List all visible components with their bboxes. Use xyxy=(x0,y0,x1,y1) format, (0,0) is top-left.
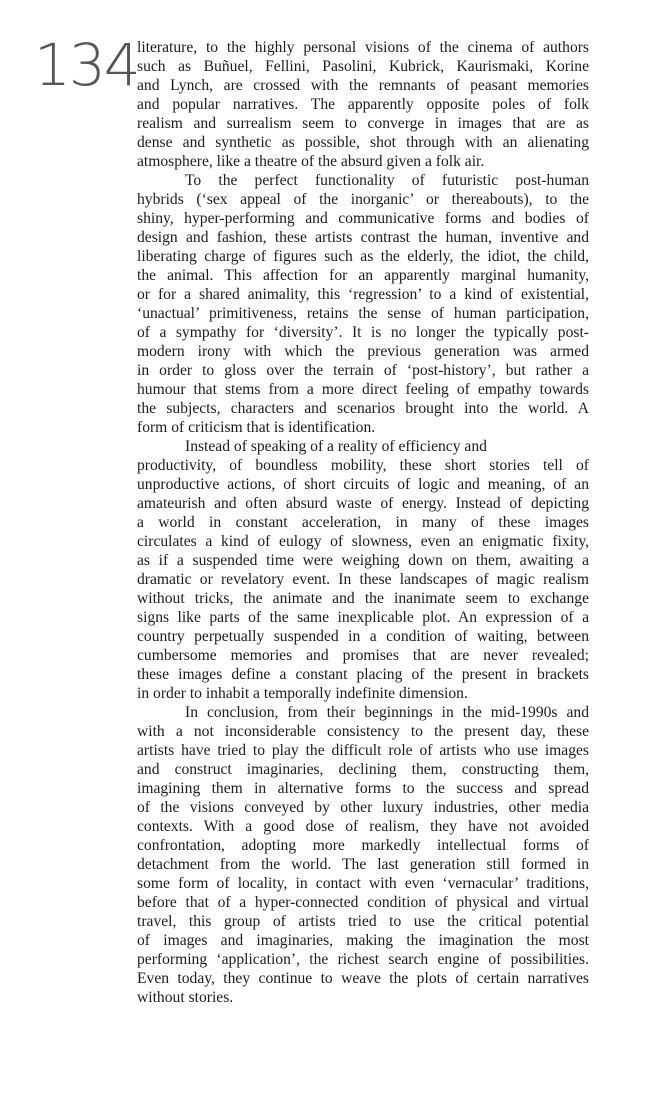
text-line: and Lynch, are crossed with the remnants of peasant memories xyxy=(137,77,589,94)
text-line: modern irony with which the previous generation was armed xyxy=(137,343,589,360)
text-line: circulates a kind of eulogy of slowness, even an enigmatic fixity, xyxy=(137,533,589,550)
text-line: hybrids (‘sex appeal of the inorganic’ or thereabouts), to the xyxy=(137,191,589,208)
text-line: without tricks, the animate and the inanimate seem to exchange xyxy=(137,590,589,607)
text-line: atmosphere, like a theatre of the absurd given a folk air. xyxy=(137,153,485,170)
text-line: detachment from the world. The last generation still formed in xyxy=(137,856,589,873)
text-line: realism and surrealism seem to converge in images that are as xyxy=(137,115,589,132)
text-line: country perpetually suspended in a condition of waiting, between xyxy=(137,628,589,645)
text-line: of the visions conveyed by other luxury industries, other media xyxy=(137,799,589,816)
text-line: of images and imaginaries, making the imagination the most xyxy=(137,932,589,949)
text-line: these images define a constant placing of the present in brackets xyxy=(137,666,589,683)
paragraph xyxy=(137,437,589,703)
text-line: or for a shared animality, this ‘regression’ to a kind of existential, xyxy=(137,286,589,303)
text-line: Instead of speaking of a reality of efficiency and xyxy=(185,438,487,455)
page-number: 134 xyxy=(34,31,139,99)
text-line: liberating charge of figures such as the elderly, the idiot, the child, xyxy=(137,248,589,265)
text-line: such as Buñuel, Fellini, Pasolini, Kubrick, Kaurismaki, Korine xyxy=(137,58,589,75)
text-line: and popular narratives. The apparently opposite poles of folk xyxy=(137,96,589,113)
text-line: the subjects, characters and scenarios brought into the world. A xyxy=(137,400,589,417)
paragraph xyxy=(137,703,589,1007)
paragraph xyxy=(137,38,589,171)
text-line: the animal. This affection for an apparently marginal humanity, xyxy=(137,267,589,284)
text-line: in order to gloss over the terrain of ‘post-history’, but rather a xyxy=(137,362,589,379)
text-line: cumbersome memories and promises that are never revealed; xyxy=(137,647,589,664)
text-line: as if a suspended time were weighing down on them, awaiting a xyxy=(137,552,589,569)
text-line: shiny, hyper-performing and communicative forms and bodies of xyxy=(137,210,589,227)
text-line: confrontation, adopting more markedly intellectual forms of xyxy=(137,837,589,854)
text-line: before that of a hyper-connected condition of physical and virtual xyxy=(137,894,589,911)
text-line: humour that stems from a more direct feeling of empathy towards xyxy=(137,381,589,398)
text-line: dramatic or revelatory event. In these landscapes of magic realism xyxy=(137,571,589,588)
text-line: amateurish and often absurd waste of energy. Instead of depicting xyxy=(137,495,589,512)
text-line: imagining them in alternative forms to the success and spread xyxy=(137,780,589,797)
text-line: Even today, they continue to weave the plots of certain narratives xyxy=(137,970,589,987)
text-line: of a sympathy for ‘diversity’. It is no longer the typically post- xyxy=(137,324,589,341)
text-line: some form of locality, in contact with even ‘vernacular’ traditions, xyxy=(137,875,589,892)
text-line: a world in constant acceleration, in many of these images xyxy=(137,514,589,531)
text-line: travel, this group of artists tried to use the critical potential xyxy=(137,913,589,930)
text-line: performing ‘application’, the richest search engine of possibilities. xyxy=(137,951,589,968)
text-line: and construct imaginaries, declining them, constructing them, xyxy=(137,761,589,778)
text-line: form of criticism that is identification. xyxy=(137,419,376,436)
paragraph xyxy=(137,171,589,437)
text-line: artists have tried to play the difficult role of artists who use images xyxy=(137,742,589,759)
text-line: In conclusion, from their beginnings in the mid-1990s and xyxy=(185,704,589,721)
text-line: literature, to the highly personal visions of the cinema of authors xyxy=(137,39,589,56)
text-line: ‘unactual’ primitiveness, retains the sense of human participation, xyxy=(137,305,589,322)
text-line: productivity, of boundless mobility, these short stories tell of xyxy=(137,457,589,474)
text-line: design and fashion, these artists contrast the human, inventive and xyxy=(137,229,589,246)
text-line: contexts. With a good dose of realism, they have not avoided xyxy=(137,818,589,835)
text-line: dense and synthetic as possible, shot through with an alienating xyxy=(137,134,589,151)
text-line: without stories. xyxy=(137,989,234,1006)
text-line: unproductive actions, of short circuits of logic and meaning, of an xyxy=(137,476,589,493)
text-line: signs like parts of the same inexplicable plot. An expression of a xyxy=(137,609,589,626)
body-text xyxy=(137,38,589,1007)
text-line: in order to inhabit a temporally indefinite dimension. xyxy=(137,685,468,702)
text-line: To the perfect functionality of futuristic post-human xyxy=(185,172,589,189)
text-line: with a not inconsiderable consistency to the present day, these xyxy=(137,723,589,740)
